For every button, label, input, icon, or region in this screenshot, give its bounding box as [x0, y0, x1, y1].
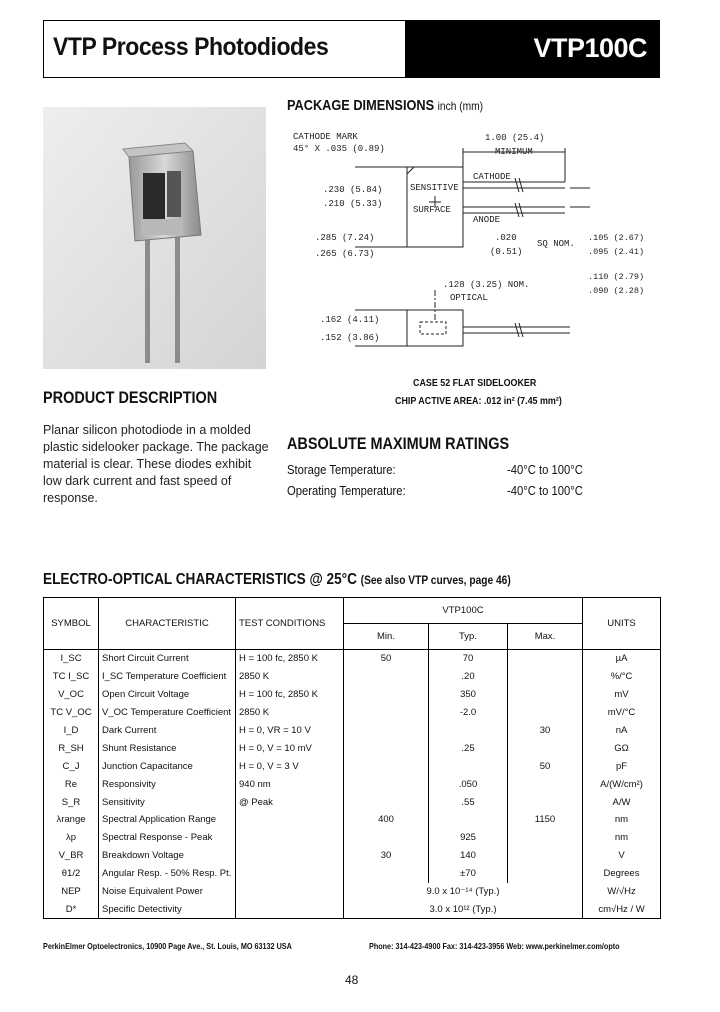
footer-contact: Phone: 314-423-4900 Fax: 314-423-3956 Web: www.perkinelmer.com/opto	[369, 941, 620, 951]
col-characteristic: CHARACTERISTIC	[99, 598, 236, 650]
cell-max	[508, 650, 583, 668]
cell-min	[344, 704, 429, 722]
product-heading: PRODUCT DESCRIPTION	[43, 388, 218, 407]
cell-char: Sensitivity	[99, 793, 236, 811]
cell-typ: 925	[429, 829, 508, 847]
cell-max	[508, 668, 583, 686]
cell-symbol: Re	[44, 775, 99, 793]
cell-units: W/√Hz	[583, 883, 661, 901]
cell-units: Degrees	[583, 865, 661, 883]
cell-symbol: TC I_SC	[44, 668, 99, 686]
cell-symbol: TC V_OC	[44, 704, 99, 722]
cell-units: µA	[583, 650, 661, 668]
document-title: VTP Process Photodiodes	[53, 33, 329, 61]
thickness-max: .162 (4.11)	[320, 315, 380, 325]
page-header	[43, 20, 660, 78]
cell-cond: H = 100 fc, 2850 K	[236, 686, 344, 704]
cell-units: nA	[583, 722, 661, 740]
cell-max	[508, 847, 583, 865]
lead-dim: .020	[495, 233, 517, 243]
cell-char: I_SC Temperature Coefficient	[99, 668, 236, 686]
min-length-label: MINIMUM	[495, 147, 533, 157]
cell-char: Angular Resp. - 50% Resp. Pt.	[99, 865, 236, 883]
chip-area-label: CHIP ACTIVE AREA: .012 in² (7.45 mm²)	[395, 395, 562, 407]
cell-symbol: θ1/2	[44, 865, 99, 883]
storage-temp-label: Storage Temperature:	[287, 463, 396, 477]
cell-units: nm	[583, 811, 661, 829]
cell-span: 9.0 x 10⁻¹⁴ (Typ.)	[344, 883, 583, 901]
cell-min	[344, 668, 429, 686]
cell-max	[508, 793, 583, 811]
cell-min: 30	[344, 847, 429, 865]
pitch-min: .095 (2.41)	[588, 247, 645, 257]
anode-label: ANODE	[473, 215, 501, 225]
col-units: UNITS	[583, 598, 661, 650]
cell-max	[508, 775, 583, 793]
cell-cond	[236, 829, 344, 847]
package-heading	[287, 97, 483, 114]
storage-temp-value: -40°C to 100°C	[507, 463, 583, 477]
table-row	[44, 757, 661, 775]
pitch-max: .105 (2.67)	[588, 233, 645, 243]
cell-units: %/°C	[583, 668, 661, 686]
ratings-heading: ABSOLUTE MAXIMUM RATINGS	[287, 434, 510, 453]
cell-cond: H = 0, VR = 10 V	[236, 722, 344, 740]
cell-symbol: D*	[44, 900, 99, 918]
cell-min	[344, 686, 429, 704]
cell-units: V	[583, 847, 661, 865]
cell-max	[508, 686, 583, 704]
min-length-dim: 1.00 (25.4)	[485, 133, 545, 143]
cathode-label: CATHODE	[473, 172, 511, 182]
cell-units: cm√Hz / W	[583, 900, 661, 918]
cell-symbol: C_J	[44, 757, 99, 775]
cathode-mark-label: CATHODE MARK	[293, 132, 358, 142]
col-conditions: TEST CONDITIONS	[236, 598, 344, 650]
cell-typ: .050	[429, 775, 508, 793]
table-row	[44, 811, 661, 829]
cell-span: 3.0 x 10¹² (Typ.)	[344, 900, 583, 918]
cell-max	[508, 865, 583, 883]
cell-typ: 70	[429, 650, 508, 668]
table-row	[44, 829, 661, 847]
cell-units: pF	[583, 757, 661, 775]
cell-typ: .25	[429, 739, 508, 757]
table-row	[44, 847, 661, 865]
product-photo	[43, 107, 266, 369]
cell-units: mV	[583, 686, 661, 704]
package-drawing	[285, 122, 645, 367]
cell-min	[344, 739, 429, 757]
table-row	[44, 722, 661, 740]
cell-cond	[236, 847, 344, 865]
cell-max	[508, 739, 583, 757]
cell-typ: -2.0	[429, 704, 508, 722]
part-number-banner	[405, 21, 659, 77]
page-number: 48	[345, 973, 359, 987]
cell-typ	[429, 757, 508, 775]
thickness-min: .152 (3.86)	[320, 333, 380, 343]
table-row	[44, 900, 661, 918]
cell-char: Noise Equivalent Power	[99, 883, 236, 901]
cell-min	[344, 793, 429, 811]
cell-symbol: I_D	[44, 722, 99, 740]
cell-cond: 2850 K	[236, 668, 344, 686]
table-row	[44, 775, 661, 793]
cell-char: Shunt Resistance	[99, 739, 236, 757]
cell-symbol: V_BR	[44, 847, 99, 865]
width-min: .210 (5.33)	[323, 199, 383, 209]
cell-cond	[236, 811, 344, 829]
table-row	[44, 650, 661, 668]
eo-heading-text: ELECTRO-OPTICAL CHARACTERISTICS @ 25°C	[43, 571, 357, 588]
optical-dim: .128 (3.25) NOM.	[443, 280, 530, 290]
col-min: Min.	[344, 624, 429, 650]
cell-char: Junction Capacitance	[99, 757, 236, 775]
table-row	[44, 793, 661, 811]
cell-typ: ±70	[429, 865, 508, 883]
cell-typ: .20	[429, 668, 508, 686]
footer-address: PerkinElmer Optoelectronics, 10900 Page Ave., St. Louis, MO 63132 USA	[43, 941, 292, 951]
height-min: .265 (6.73)	[315, 249, 375, 259]
cell-char: Dark Current	[99, 722, 236, 740]
cell-typ: .55	[429, 793, 508, 811]
cell-char: Breakdown Voltage	[99, 847, 236, 865]
sq-nom-label: SQ NOM.	[537, 239, 575, 249]
cell-min	[344, 757, 429, 775]
cell-typ	[429, 722, 508, 740]
eo-heading-note: (See also VTP curves, page 46)	[360, 573, 511, 587]
eo-heading	[43, 571, 511, 589]
cell-min	[344, 775, 429, 793]
cell-units: mV/°C	[583, 704, 661, 722]
part-number: VTP100C	[533, 33, 647, 63]
optical-label: OPTICAL	[450, 293, 488, 303]
cell-units: A/(W/cm²)	[583, 775, 661, 793]
cell-symbol: R_SH	[44, 739, 99, 757]
cell-symbol: λrange	[44, 811, 99, 829]
cell-symbol: NEP	[44, 883, 99, 901]
col-max: Max.	[508, 624, 583, 650]
height-max: .285 (7.24)	[315, 233, 375, 243]
offset-min: .090 (2.28)	[588, 286, 645, 296]
table-row	[44, 668, 661, 686]
cell-char: Responsivity	[99, 775, 236, 793]
cell-cond: @ Peak	[236, 793, 344, 811]
operating-temp-label: Operating Temperature:	[287, 484, 406, 498]
cell-min: 50	[344, 650, 429, 668]
cell-symbol: λp	[44, 829, 99, 847]
cell-max	[508, 704, 583, 722]
cell-cond: H = 0, V = 3 V	[236, 757, 344, 775]
table-row	[44, 865, 661, 883]
cell-max	[508, 829, 583, 847]
cell-char: Open Circuit Voltage	[99, 686, 236, 704]
table-row	[44, 883, 661, 901]
table-row	[44, 686, 661, 704]
cell-min	[344, 865, 429, 883]
cell-symbol: V_OC	[44, 686, 99, 704]
cell-units: A/W	[583, 793, 661, 811]
cell-cond: 940 nm	[236, 775, 344, 793]
offset-max: .110 (2.79)	[588, 272, 645, 282]
cell-char: V_OC Temperature Coefficient	[99, 704, 236, 722]
cell-symbol: S_R	[44, 793, 99, 811]
package-units: inch (mm)	[437, 99, 484, 113]
cell-cond: H = 100 fc, 2850 K	[236, 650, 344, 668]
col-group: VTP100C	[344, 598, 583, 624]
cell-min	[344, 829, 429, 847]
width-max: .230 (5.84)	[323, 185, 383, 195]
col-symbol: SYMBOL	[44, 598, 99, 650]
eo-table-body	[44, 650, 661, 919]
case-label: CASE 52 FLAT SIDELOOKER	[413, 377, 537, 389]
cell-char: Spectral Response - Peak	[99, 829, 236, 847]
surface-label: SURFACE	[413, 205, 451, 215]
lead-dim-mm: (0.51)	[490, 247, 523, 257]
cell-char: Spectral Application Range	[99, 811, 236, 829]
cell-max: 1150	[508, 811, 583, 829]
cell-units: GΩ	[583, 739, 661, 757]
cell-min: 400	[344, 811, 429, 829]
cell-cond	[236, 865, 344, 883]
cell-symbol: I_SC	[44, 650, 99, 668]
cell-char: Specific Detectivity	[99, 900, 236, 918]
col-typ: Typ.	[429, 624, 508, 650]
table-row	[44, 704, 661, 722]
eo-table	[43, 597, 661, 919]
cell-units: nm	[583, 829, 661, 847]
package-heading-text: PACKAGE DIMENSIONS	[287, 97, 435, 114]
cathode-mark-dim: 45° X .035 (0.89)	[293, 144, 385, 154]
cell-max: 30	[508, 722, 583, 740]
table-row	[44, 739, 661, 757]
cell-typ: 140	[429, 847, 508, 865]
cell-cond: H = 0, V = 10 mV	[236, 739, 344, 757]
cell-typ: 350	[429, 686, 508, 704]
cell-cond	[236, 883, 344, 901]
cell-max: 50	[508, 757, 583, 775]
operating-temp-value: -40°C to 100°C	[507, 484, 583, 498]
cell-cond: 2850 K	[236, 704, 344, 722]
cell-typ	[429, 811, 508, 829]
sensitive-label: SENSITIVE	[410, 183, 459, 193]
cell-cond	[236, 900, 344, 918]
cell-min	[344, 722, 429, 740]
product-description: Planar silicon photodiode in a molded plastic sidelooker package. The package material is clear. These diodes exhibit low dark current and fast speed of response.	[43, 423, 269, 505]
cell-char: Short Circuit Current	[99, 650, 236, 668]
